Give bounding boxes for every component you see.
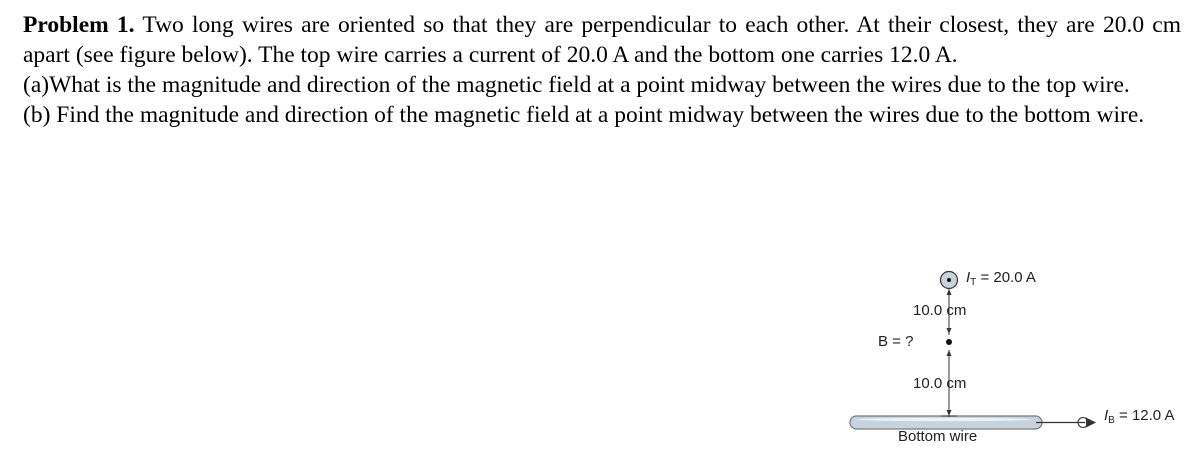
bottom-current-arrow: [1086, 418, 1096, 428]
field-question-label: B = ?: [878, 333, 914, 350]
top-wire-dot: [947, 278, 951, 282]
problem-statement: [23, 10, 1181, 130]
bottom-current-value: = 12.0 A: [1114, 407, 1175, 424]
problem-label: Problem 1.: [23, 12, 135, 38]
top-current-value: = 20.0 A: [976, 269, 1036, 286]
lower-arrow-up: [947, 350, 952, 356]
bottom-current-symbol: I: [1104, 407, 1109, 424]
upper-distance-label: 10.0 cm: [913, 302, 967, 319]
lower-distance-label: 10.0 cm: [913, 375, 967, 392]
midpoint-dot: [946, 339, 952, 345]
top-current-label: [966, 269, 1036, 288]
lower-arrow-to-wire: [947, 410, 952, 416]
bottom-current-subscript: B: [1108, 415, 1115, 426]
upper-arrow-to-mid: [947, 328, 952, 334]
bottom-current-label: [1104, 407, 1174, 426]
top-current-subscript: T: [970, 277, 977, 288]
problem-intro: [23, 10, 1181, 70]
bottom-wire-highlight: [856, 418, 1032, 421]
part-b-question: (b) Find the magnitude and direction of the magnetic field at a point midway between the wires due to the bottom wire.: [23, 102, 1145, 128]
part-a-question: (a)What is the magnitude and direction of the magnetic field at a point midway between the wires due to the top wire.: [23, 72, 1130, 98]
wire-figure: [840, 255, 1180, 460]
upper-arrow-down: [947, 289, 952, 295]
problem-intro-text: Two long wires are oriented so that they are perpendicular to each other. At their closest, they are 20.0 cm apart (see figure below). The top wire carries a current of 20.0 A and the bottom one carries 12.0 A.: [23, 12, 1181, 68]
bottom-wire-label: Bottom wire: [898, 428, 978, 445]
top-current-symbol: I: [966, 269, 971, 286]
